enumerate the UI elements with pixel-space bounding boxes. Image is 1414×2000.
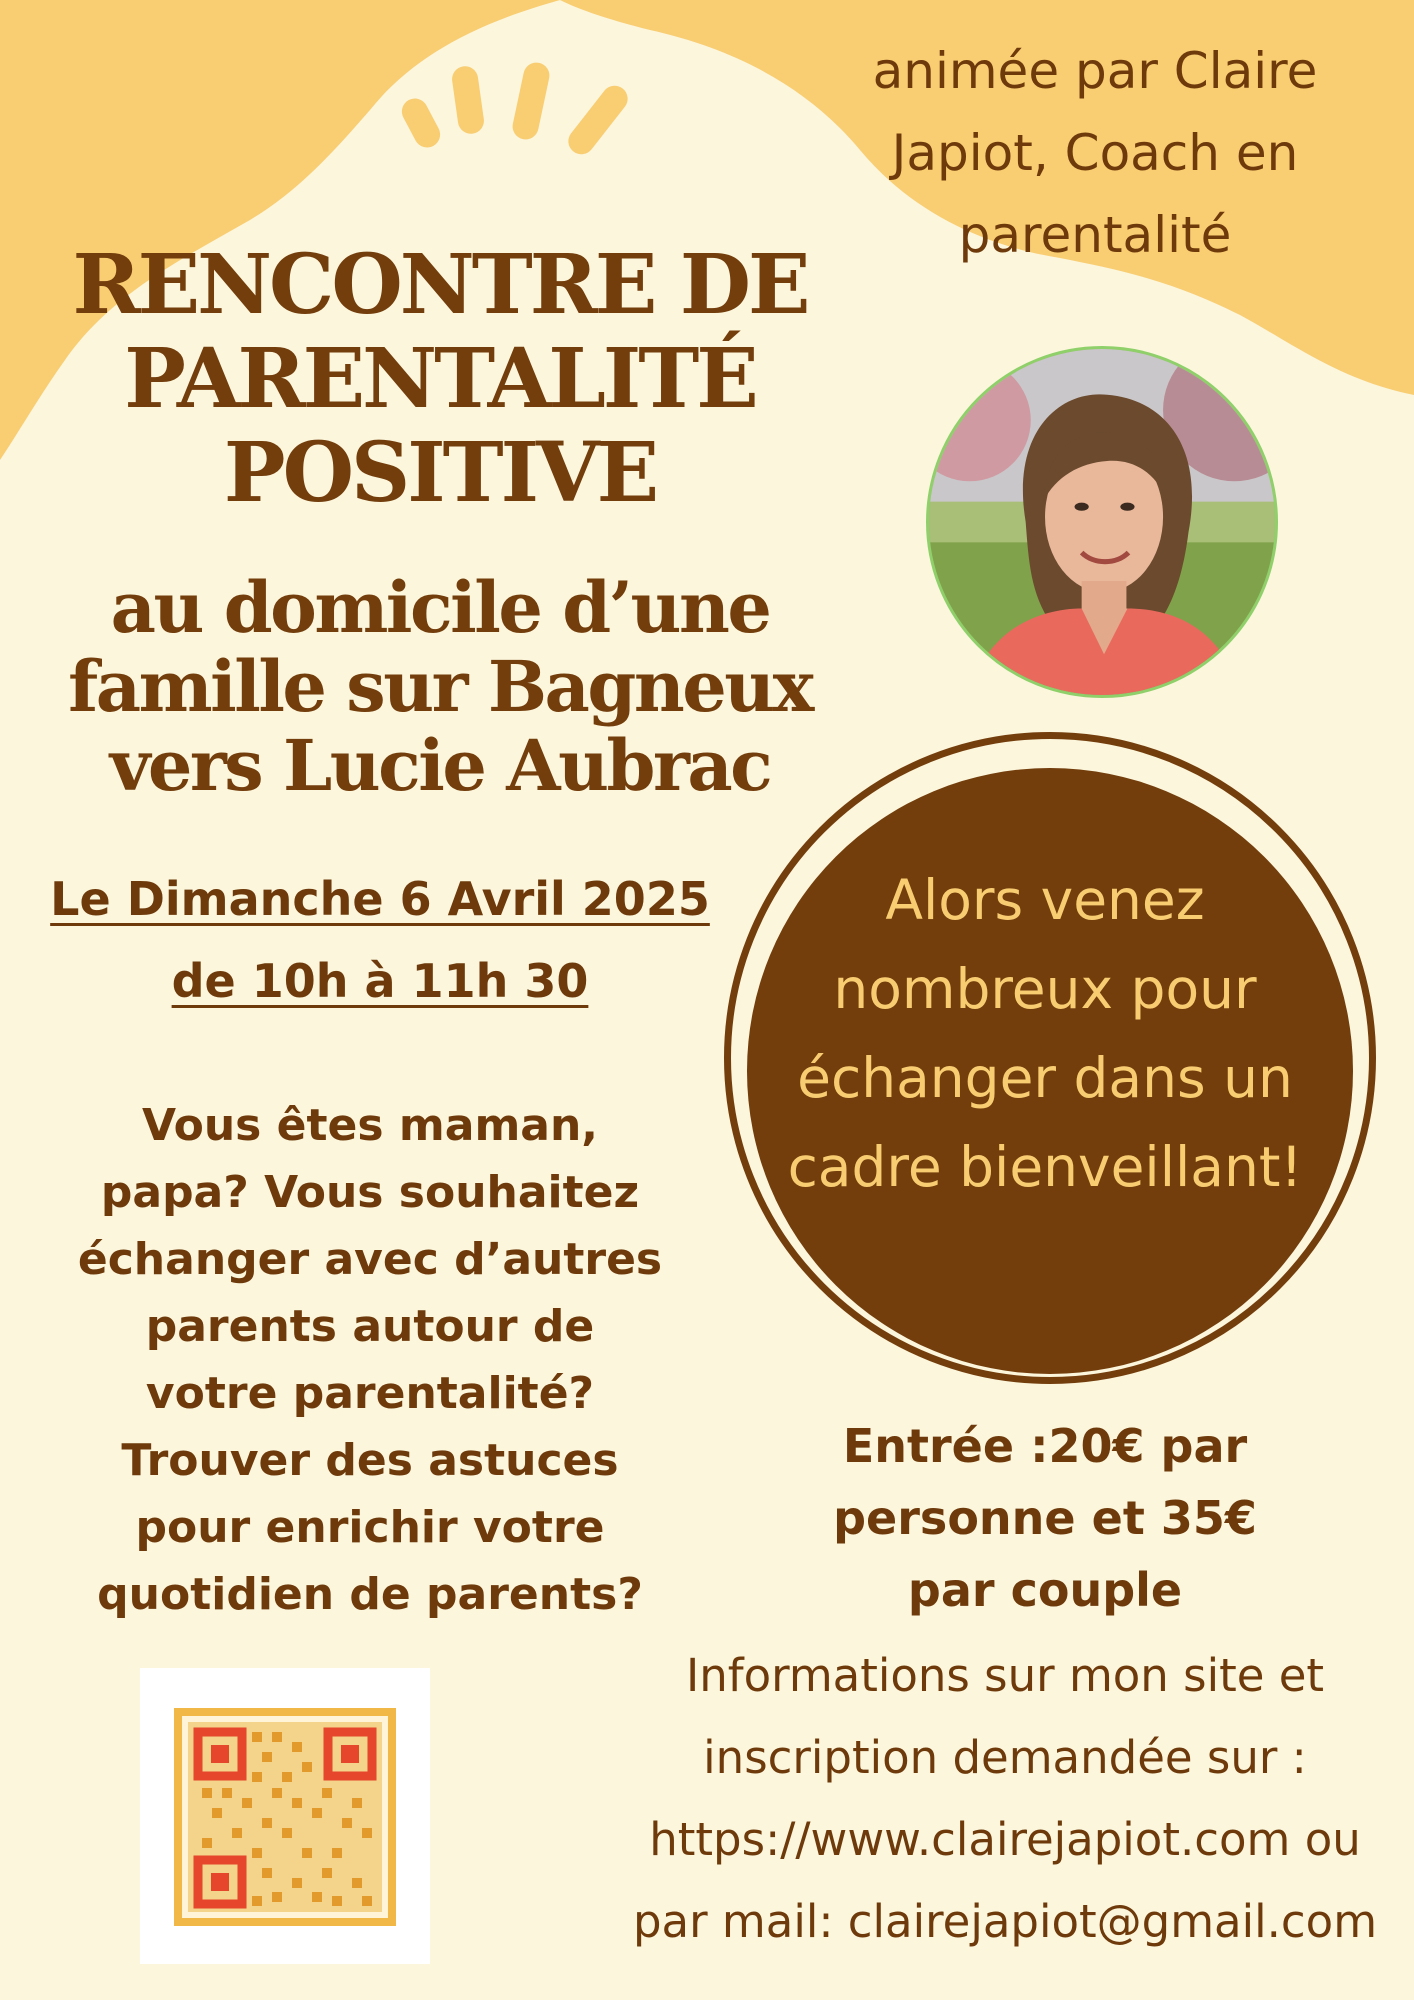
intro-line: pour enrichir votre — [135, 1502, 605, 1553]
callout-line: Alors venez — [885, 868, 1205, 932]
presenter-line-1: animée par Claire — [872, 42, 1318, 100]
callout-line: échanger dans un — [797, 1046, 1293, 1110]
price-line: personne et 35€ — [833, 1491, 1257, 1545]
title-line-2: PARENTALITÉ — [124, 331, 756, 427]
presenter-line-2: Japiot, Coach en — [891, 124, 1299, 182]
event-location — [40, 568, 840, 805]
intro-line: papa? Vous souhaitez — [100, 1167, 640, 1218]
callout-line: nombreux pour — [833, 957, 1257, 1021]
event-title — [60, 238, 820, 520]
presenter-text — [820, 30, 1370, 276]
price-line: Entrée :20€ par — [842, 1419, 1248, 1473]
price-info — [800, 1410, 1290, 1626]
contact-info — [600, 1635, 1410, 1963]
qr-code-icon[interactable] — [140, 1668, 430, 1964]
title-line-1: RENCONTRE DE — [72, 237, 808, 333]
callout-line: cadre bienveillant! — [787, 1135, 1303, 1199]
event-schedule — [0, 858, 760, 1022]
location-line-3: vers Lucie Aubrac — [109, 724, 771, 807]
presenter-line-3: parentalité — [958, 206, 1232, 264]
qr-code-graphic — [140, 1668, 430, 1964]
callout-text — [760, 856, 1330, 1212]
event-time: de 10h à 11h 30 — [171, 954, 589, 1008]
event-date: Le Dimanche 6 Avril 2025 — [50, 872, 710, 926]
portrait-illustration — [929, 349, 1275, 695]
intro-text — [30, 1092, 710, 1628]
location-line-2: famille sur Bagneux — [68, 645, 812, 728]
email-link[interactable]: par mail: clairejapiot@gmail.com — [632, 1895, 1378, 1948]
info-line: Informations sur mon site et — [685, 1649, 1325, 1702]
intro-line: parents autour de — [145, 1301, 595, 1352]
portrait-photo — [926, 346, 1278, 698]
price-line: par couple — [907, 1563, 1183, 1617]
location-line-1: au domicile d’une — [110, 566, 770, 649]
title-line-3: POSITIVE — [223, 425, 657, 521]
intro-line: quotidien de parents? — [97, 1569, 643, 1620]
website-link[interactable]: https://www.clairejapiot.com ou — [649, 1813, 1361, 1866]
intro-line: échanger avec d’autres — [77, 1234, 663, 1285]
sparkle-decoration — [397, 60, 633, 159]
intro-line: votre parentalité? — [145, 1368, 595, 1419]
intro-line: Vous êtes maman, — [141, 1100, 599, 1151]
intro-line: Trouver des astuces — [121, 1435, 619, 1486]
info-line: inscription demandée sur : — [703, 1731, 1307, 1784]
